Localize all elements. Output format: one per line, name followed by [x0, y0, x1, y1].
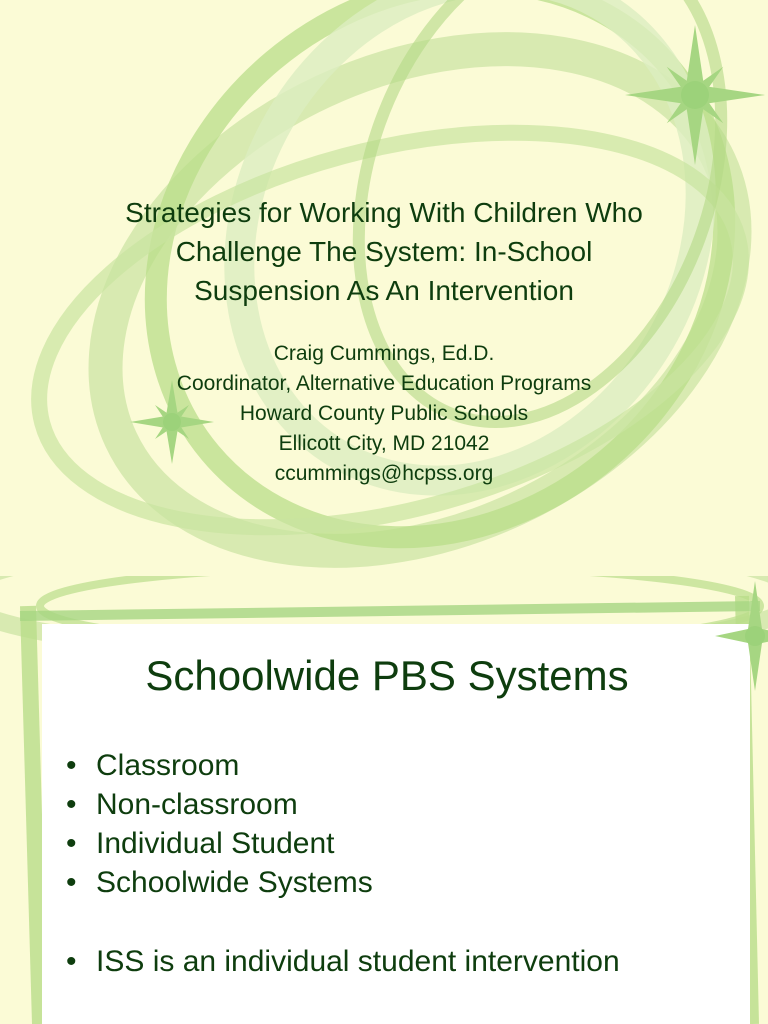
- author-role: Coordinator, Alternative Education Programs: [176, 372, 592, 395]
- bullet-icon: •: [66, 749, 77, 782]
- list-item: [66, 824, 746, 863]
- bullet-icon: •: [66, 945, 77, 978]
- list-item-text: ISS is an individual student intervention: [96, 945, 620, 978]
- author-info: [30, 339, 738, 489]
- list-item-text: Non-classroom: [96, 788, 298, 821]
- slide-title: [30, 193, 738, 310]
- list-item: [66, 746, 746, 785]
- author-organization: Howard County Public Schools: [239, 402, 529, 425]
- author-email: ccummings@hcpss.org: [274, 462, 494, 485]
- author-name: Craig Cummings, Ed.D.: [273, 342, 495, 365]
- sparkle-star-icon: [625, 25, 765, 165]
- bullet-icon: •: [66, 866, 77, 899]
- title-line: Challenge The System: In-School: [175, 236, 593, 267]
- title-line: Strategies for Working With Children Who: [125, 197, 643, 228]
- list-item-text: Classroom: [96, 749, 240, 782]
- content-slide: [0, 576, 768, 1024]
- list-item-text: Schoolwide Systems: [96, 866, 373, 899]
- title-line: Suspension As An Intervention: [194, 275, 574, 306]
- list-item: [66, 863, 746, 902]
- bullet-icon: •: [66, 788, 77, 821]
- list-item-text: Individual Student: [96, 827, 335, 860]
- bullet-icon: •: [66, 827, 77, 860]
- bullet-list: [66, 746, 746, 981]
- slide-title: Schoolwide PBS Systems: [145, 652, 629, 699]
- author-location: Ellicott City, MD 21042: [278, 432, 490, 455]
- list-item: [66, 942, 746, 981]
- list-item: [66, 785, 746, 824]
